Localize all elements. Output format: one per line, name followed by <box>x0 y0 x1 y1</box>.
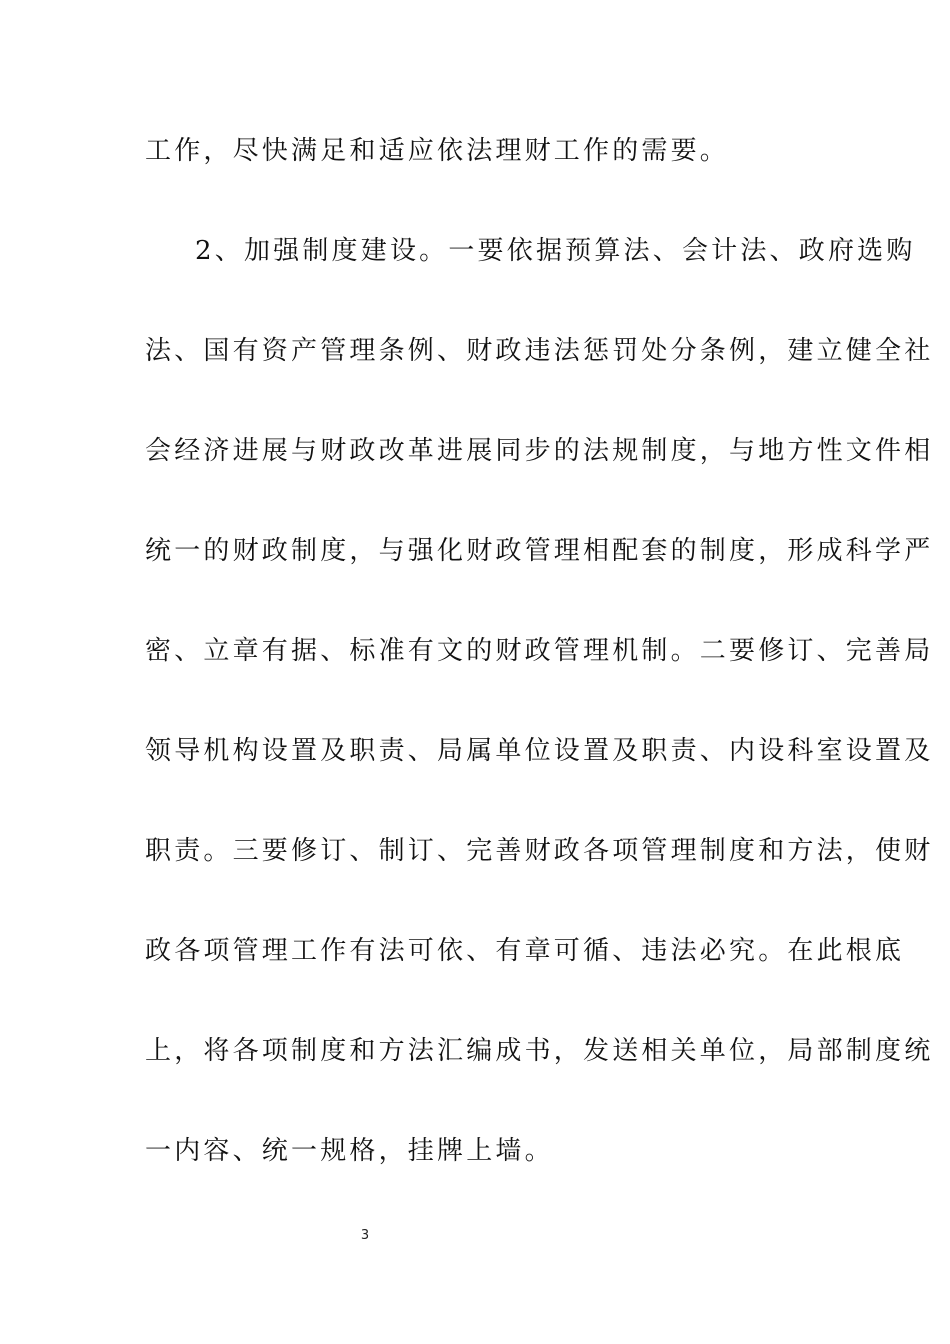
paragraph-2-line-3: 会经济进展与财政改革进展同步的法规制度，与地方性文件相 <box>145 436 934 466</box>
page-number: 3 <box>360 1228 370 1243</box>
paragraph-2-line-8: 政各项管理工作有法可依、有章可循、违法必究。在此根底 <box>145 936 905 966</box>
paragraph-2-line-6: 领导机构设置及职责、局属单位设置及职责、内设科室设置及 <box>145 736 934 766</box>
paragraph-2-line-5: 密、立章有据、标准有文的财政管理机制。二要修订、完善局 <box>145 636 934 666</box>
paragraph-1-line-1: 工作，尽快满足和适应依法理财工作的需要。 <box>145 136 730 166</box>
paragraph-2-line-4: 统一的财政制度，与强化财政管理相配套的制度，形成科学严 <box>145 536 934 566</box>
paragraph-2-line-7: 职责。三要修订、制订、完善财政各项管理制度和方法，使财 <box>145 836 934 866</box>
paragraph-2-line-1: 2、加强制度建设。一要依据预算法、会计法、政府选购 <box>195 236 916 266</box>
paragraph-2-line-9: 上，将各项制度和方法汇编成书，发送相关单位，局部制度统 <box>145 1036 934 1066</box>
paragraph-2-line-2: 法、国有资产管理条例、财政违法惩罚处分条例，建立健全社 <box>145 336 934 366</box>
paragraph-2-line-10: 一内容、统一规格，挂牌上墙。 <box>145 1136 554 1166</box>
